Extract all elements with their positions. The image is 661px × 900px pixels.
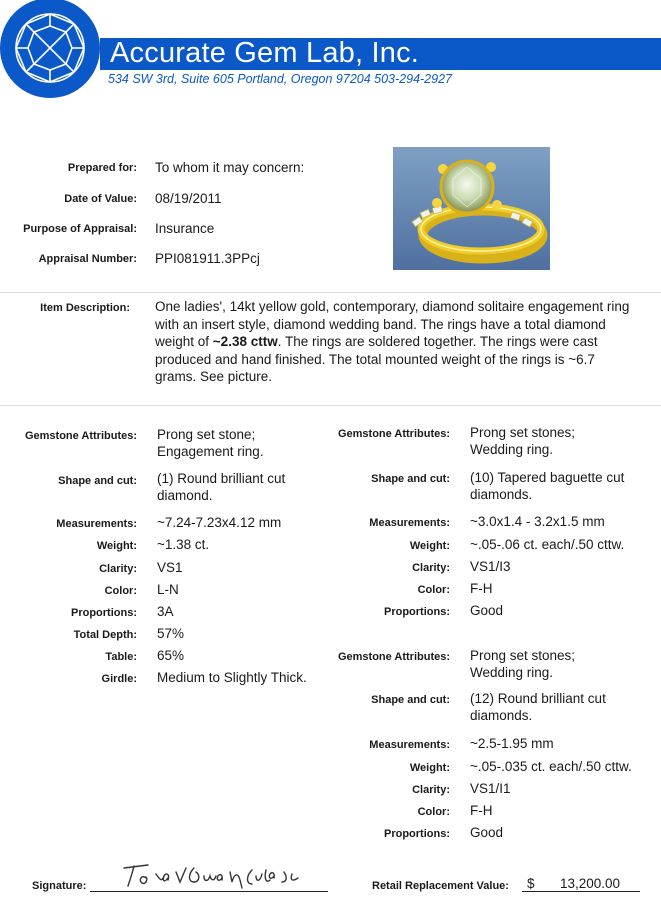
right2-measurements-label: Measurements: xyxy=(369,739,450,751)
description-text-start: One ladies', 14kt yellow gold, contemporary, diamond solitaire engagement ring with an insert style, diamond wedding band. The rings have a total diamond weight of xyxy=(155,299,630,349)
right2-attributes-value: Prong set stones; Wedding ring. xyxy=(470,648,576,680)
right2-shape-label: Shape and cut: xyxy=(371,694,450,706)
left-color-value: L-N xyxy=(157,582,179,597)
left-measurements-label: Measurements: xyxy=(56,518,137,530)
left-weight-value: ~1.38 ct. xyxy=(157,537,210,552)
right2-proportions-label: Proportions: xyxy=(384,828,450,840)
right1-shape-value: (10) Tapered baguette cut diamonds. xyxy=(470,470,625,502)
left-attributes-label: Gemstone Attributes: xyxy=(24,430,137,442)
purpose-value: Insurance xyxy=(155,221,215,236)
appraisal-number-value: PPI081911.3PPcj xyxy=(155,251,260,266)
right2-clarity-value: VS1/I1 xyxy=(470,781,511,796)
section-divider xyxy=(0,292,661,293)
left-table-value: 65% xyxy=(157,648,185,663)
gem-logo-icon xyxy=(0,0,112,108)
right1-color-label: Color: xyxy=(417,584,450,596)
right2-measurements-value: ~2.5-1.95 mm xyxy=(470,736,554,751)
replacement-value-label: Retail Replacement Value: xyxy=(372,880,509,892)
left-attributes-value: Prong set stone; Engagement ring. xyxy=(157,427,264,459)
company-name: Accurate Gem Lab, Inc. xyxy=(110,37,420,69)
prepared-for-label: Prepared for: xyxy=(67,162,137,174)
ring-photo-icon xyxy=(393,147,550,270)
right1-weight-value: ~.05-.06 ct. each/.50 cttw. xyxy=(470,537,625,552)
description-text-end: . The rings are soldered together. The rings were cast produced and hand finished. The total mounted weight of the rings is ~6.7 grams. See picture. xyxy=(155,334,598,384)
right1-shape-label: Shape and cut: xyxy=(371,473,450,485)
right1-proportions-value: Good xyxy=(470,603,504,618)
right1-proportions-label: Proportions: xyxy=(384,606,450,618)
right2-attributes-label: Gemstone Attributes: xyxy=(337,651,450,663)
currency-symbol: $ xyxy=(527,876,535,891)
prepared-for-value: To whom it may concern: xyxy=(155,160,305,175)
right1-color-value: F-H xyxy=(470,581,493,596)
item-description-text xyxy=(155,298,635,386)
left-shape-value: (1) Round brilliant cut diamond. xyxy=(157,471,286,503)
right2-clarity-label: Clarity: xyxy=(412,784,450,796)
right2-color-value: F-H xyxy=(470,803,493,818)
section-divider xyxy=(0,405,661,406)
signature-icon xyxy=(118,860,318,890)
right2-proportions-value: Good xyxy=(470,825,504,840)
left-measurements-value: ~7.24-7.23x4.12 mm xyxy=(157,515,282,530)
left-weight-label: Weight: xyxy=(96,540,137,552)
right1-attributes-label: Gemstone Attributes: xyxy=(337,428,450,440)
date-label: Date of Value: xyxy=(64,193,137,205)
right1-measurements-value: ~3.0x1.4 - 3.2x1.5 mm xyxy=(470,514,605,529)
left-clarity-label: Clarity: xyxy=(99,563,137,575)
signature-line xyxy=(90,891,328,892)
replacement-value-line xyxy=(522,891,640,892)
left-proportions-value: 3A xyxy=(157,604,174,619)
right2-weight-label: Weight: xyxy=(409,762,450,774)
left-girdle-label: Girdle: xyxy=(101,673,137,685)
left-depth-label: Total Depth: xyxy=(73,629,137,641)
right1-measurements-label: Measurements: xyxy=(369,517,450,529)
right1-attributes-value: Prong set stones; Wedding ring. xyxy=(470,425,576,457)
left-table-label: Table: xyxy=(105,651,137,663)
left-color-label: Color: xyxy=(104,585,137,597)
left-girdle-value: Medium to Slightly Thick. xyxy=(157,670,307,685)
right1-clarity-value: VS1/I3 xyxy=(470,559,511,574)
left-clarity-value: VS1 xyxy=(157,560,183,575)
replacement-value: 13,200.00 xyxy=(560,876,621,891)
appraisal-number-label: Appraisal Number: xyxy=(38,253,137,265)
left-depth-value: 57% xyxy=(157,626,185,641)
item-description-label: Item Description: xyxy=(40,302,130,314)
left-proportions-label: Proportions: xyxy=(71,607,137,619)
date-value: 08/19/2011 xyxy=(155,191,222,206)
signature-label: Signature: xyxy=(32,880,87,892)
right1-weight-label: Weight: xyxy=(409,540,450,552)
company-address: 534 SW 3rd, Suite 605 Portland, Oregon 97204 503-294-2927 xyxy=(108,72,452,86)
right1-clarity-label: Clarity: xyxy=(412,562,450,574)
right2-color-label: Color: xyxy=(417,806,450,818)
left-shape-label: Shape and cut: xyxy=(58,475,137,487)
purpose-label: Purpose of Appraisal: xyxy=(23,223,137,235)
right2-shape-value: (12) Round brilliant cut diamonds. xyxy=(470,691,606,723)
right2-weight-value: ~.05-.035 ct. each/.50 cttw. xyxy=(470,759,632,774)
total-diamond-weight: ~2.38 cttw xyxy=(212,334,278,349)
